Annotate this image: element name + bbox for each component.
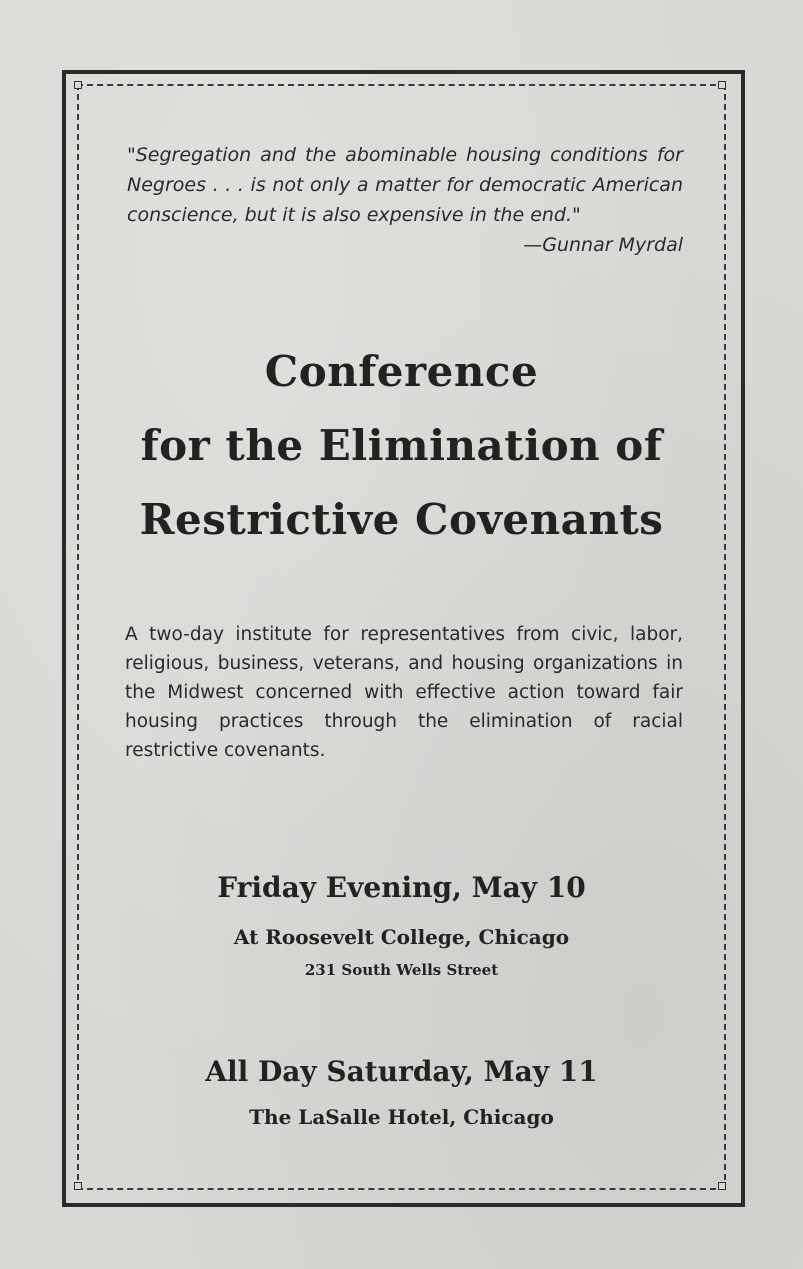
title-line-3: Restrictive Covenants: [139, 495, 664, 544]
saturday-event: [100, 1052, 703, 1136]
title-line-2: for the Elimination of: [140, 421, 663, 470]
saturday-event-heading: All Day Saturday, May 11: [205, 1055, 598, 1088]
border-corner-top-right: [718, 81, 726, 89]
friday-event-heading: Friday Evening, May 10: [217, 871, 586, 904]
border-corner-top-left: [74, 81, 82, 89]
conference-title: [100, 335, 703, 557]
border-corner-bottom-left: [74, 1182, 82, 1190]
saturday-event-venue: The LaSalle Hotel, Chicago: [249, 1105, 554, 1129]
border-corner-bottom-right: [718, 1182, 726, 1190]
friday-event-venue: At Roosevelt College, Chicago: [233, 925, 570, 949]
quote-attribution: —Gunnar Myrdal: [523, 234, 683, 256]
institute-description: A two-day institute for representatives from civic, labor, religious, business, veterans, and housing organizations in the Midwest concerned with effective action toward fair housing practices through the elimination of racial restrictive covenants.: [125, 624, 683, 761]
friday-event-address: 231 South Wells Street: [304, 961, 499, 979]
epigraph-quote: [127, 140, 683, 260]
friday-event: [100, 868, 703, 984]
quote-text: "Segregation and the abominable housing conditions for Negroes . . . is not only a matter for democratic American conscience, but it is also expensive in the end.": [127, 144, 683, 226]
title-line-1: Conference: [264, 347, 539, 396]
